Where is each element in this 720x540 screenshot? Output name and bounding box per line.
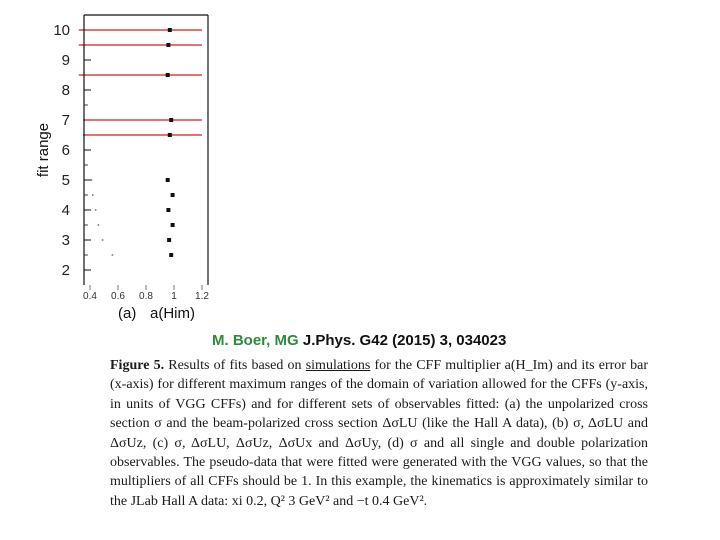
faint-data-point (112, 254, 114, 256)
data-point (167, 238, 171, 242)
y-axis-label: fit range (35, 122, 52, 178)
x-tick-label: 0.6 (111, 291, 125, 302)
faint-data-point (92, 194, 94, 196)
y-tick-label: 9 (61, 52, 70, 69)
figure-caption (110, 356, 648, 511)
panel-label: (a) (118, 305, 137, 322)
data-point (166, 73, 170, 77)
y-tick-label: 7 (61, 112, 70, 129)
data-point (166, 178, 170, 182)
reference-authors: M. Boer, MG (212, 332, 299, 349)
y-tick-label: 3 (61, 232, 70, 249)
reference-line (212, 332, 506, 349)
reference-citation: J.Phys. G42 (2015) 3, 034023 (302, 332, 507, 349)
faint-data-point (98, 224, 100, 226)
caption-figure-label: Figure 5. (110, 358, 165, 373)
caption-text-part2: for the CFF multiplier a(H_Im) and its error bar (x-axis) for different maximum ranges of the domain of variation allowed for the CFFs (y-axis, in units of VGG CFFs) and for different sets of observables fitted: (a) the unpolarized cross section σ and the beam-polarized cross section ΔσLU (like the Hall A data), (b) σ, ΔσLU and ΔσUz, (c) σ, ΔσLU, ΔσUz, ΔσUx and ΔσUy, (d) σ and all single and double polarization observables. The pseudo-data that were fitted were generated with the VGG values, so that the multipliers of all CFFs should be 1. In this example, the kinematics is approximately similar to the JLab Hall A data: xi 0.2, Q² 3 GeV² and −t 0.4 GeV². (110, 358, 649, 509)
y-axis-ticks (53, 22, 91, 279)
data-point (169, 253, 173, 257)
data-point (166, 43, 170, 47)
faint-data-point (102, 239, 104, 241)
caption-text-part1: Results of fits based on (168, 358, 306, 373)
data-point (169, 118, 173, 122)
data-point (168, 133, 172, 137)
data-point (171, 193, 175, 197)
data-marks (79, 28, 202, 257)
faint-data-point (91, 179, 93, 181)
x-tick-label: 1.2 (195, 291, 209, 302)
caption-simulations-link[interactable]: simulations (305, 358, 371, 373)
x-tick-label: 0.8 (139, 291, 153, 302)
data-point (166, 208, 170, 212)
x-tick-label: 0.4 (83, 291, 97, 302)
y-tick-label: 5 (61, 172, 70, 189)
data-point (171, 223, 175, 227)
y-tick-label: 6 (61, 142, 70, 159)
data-point (168, 28, 172, 32)
x-tick-label: 1 (171, 291, 177, 302)
x-axis-label: a(Him) (150, 305, 195, 322)
x-axis-ticks (83, 285, 209, 302)
y-tick-label: 4 (61, 202, 70, 219)
y-tick-label: 8 (61, 82, 70, 99)
y-tick-label: 10 (53, 22, 70, 39)
faint-data-point (95, 209, 97, 211)
y-tick-label: 2 (61, 262, 70, 279)
